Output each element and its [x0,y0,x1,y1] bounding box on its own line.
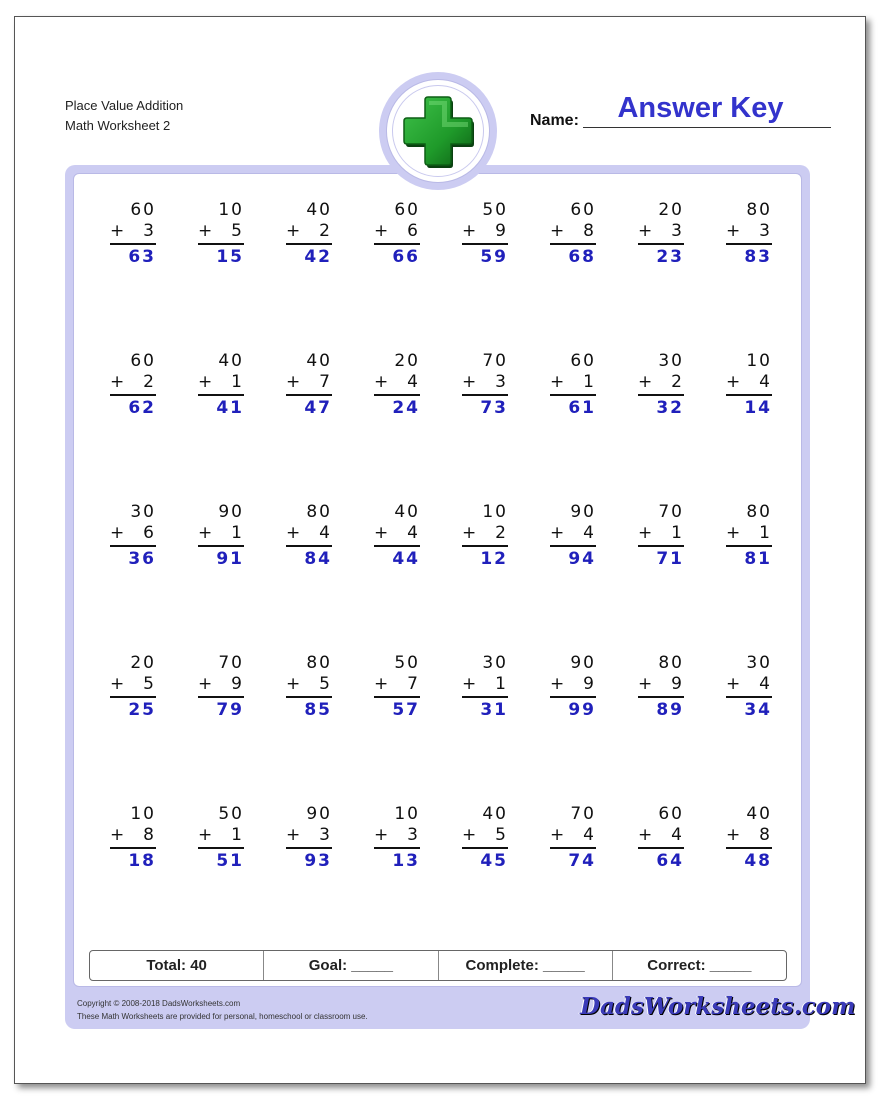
addend-bottom: 4 [759,674,772,694]
sum-line [374,545,420,547]
sum-line [726,847,772,849]
answer: 36 [128,549,156,569]
sum-line [638,696,684,698]
addend-top: 60 [658,804,684,824]
addend-bottom: 1 [671,523,684,543]
addend-top: 40 [746,804,772,824]
score-summary [89,950,787,981]
addition-problem [286,502,332,570]
answer: 93 [304,851,332,871]
sum-line [286,243,332,245]
addend-bottom: 5 [231,221,244,241]
addend-top: 30 [658,351,684,371]
addend-bottom: 9 [495,221,508,241]
addend-bottom: 4 [319,523,332,543]
addend-bottom: 1 [583,372,596,392]
addition-problem [462,200,508,268]
addend-top: 70 [570,804,596,824]
plus-sign: + [550,523,567,543]
plus-sign: + [550,825,567,845]
answer: 45 [480,851,508,871]
answer: 47 [304,398,332,418]
plus-sign: + [638,674,655,694]
answer: 68 [568,247,596,267]
copyright-text: Copyright © 2008-2018 DadsWorksheets.com [77,999,241,1008]
addition-problem [462,804,508,872]
sum-line [550,696,596,698]
answer: 99 [568,700,596,720]
answer: 64 [656,851,684,871]
answer: 32 [656,398,684,418]
addend-top: 90 [218,502,244,522]
addend-bottom: 3 [143,221,156,241]
addition-problem [638,200,684,268]
answer: 74 [568,851,596,871]
plus-sign: + [726,523,743,543]
addition-problem [110,804,156,872]
plus-sign: + [550,372,567,392]
addend-top: 10 [746,351,772,371]
usage-notice: These Math Worksheets are provided for personal, homeschool or classroom use. [77,1012,368,1021]
answer: 48 [744,851,772,871]
answer: 42 [304,247,332,267]
sum-line [550,394,596,396]
addition-problem [110,200,156,268]
addend-bottom: 3 [319,825,332,845]
plus-sign: + [110,372,127,392]
plus-sign: + [374,372,391,392]
addend-bottom: 4 [671,825,684,845]
answer: 61 [568,398,596,418]
plus-sign: + [110,825,127,845]
addend-bottom: 4 [407,523,420,543]
name-label: Name: [530,112,579,129]
green-plus-icon [398,91,478,171]
sum-line [110,847,156,849]
sum-line [462,847,508,849]
answer: 81 [744,549,772,569]
sum-line [286,394,332,396]
sum-line [374,696,420,698]
plus-sign: + [198,221,215,241]
addend-top: 80 [746,502,772,522]
plus-sign: + [286,825,303,845]
addition-problem [462,653,508,721]
answer: 79 [216,700,244,720]
addend-top: 30 [482,653,508,673]
plus-sign: + [550,221,567,241]
addend-top: 50 [394,653,420,673]
addend-top: 40 [306,351,332,371]
sum-line [638,847,684,849]
addend-bottom: 9 [231,674,244,694]
answer: 71 [656,549,684,569]
addition-problem [550,653,596,721]
addition-problem [726,804,772,872]
addition-problem [198,200,244,268]
plus-sign: + [374,825,391,845]
answer: 57 [392,700,420,720]
addend-bottom: 6 [407,221,420,241]
addend-top: 40 [394,502,420,522]
sum-line [110,394,156,396]
addend-bottom: 1 [231,372,244,392]
addend-bottom: 4 [759,372,772,392]
addition-problem [198,351,244,419]
sum-line [462,545,508,547]
sum-line [198,847,244,849]
addend-top: 70 [218,653,244,673]
sum-line [462,394,508,396]
problem-area [73,173,802,987]
answer: 94 [568,549,596,569]
addend-bottom: 3 [759,221,772,241]
plus-sign: + [286,674,303,694]
addend-top: 30 [746,653,772,673]
plus-sign: + [726,372,743,392]
answer: 73 [480,398,508,418]
plus-sign: + [726,825,743,845]
sum-line [550,847,596,849]
sum-line [198,394,244,396]
addend-top: 40 [306,200,332,220]
sum-line [726,243,772,245]
plus-sign: + [198,523,215,543]
answer: 41 [216,398,244,418]
answer: 62 [128,398,156,418]
addend-bottom: 8 [583,221,596,241]
addition-problem [638,502,684,570]
plus-sign: + [638,523,655,543]
sum-line [550,243,596,245]
answer: 23 [656,247,684,267]
addition-problem [726,502,772,570]
addend-top: 40 [482,804,508,824]
sum-line [110,545,156,547]
addition-problem [286,804,332,872]
addend-top: 60 [570,351,596,371]
addend-top: 30 [130,502,156,522]
sum-line [726,696,772,698]
addition-problem [374,804,420,872]
addend-top: 90 [570,502,596,522]
plus-sign: + [462,523,479,543]
sum-line [726,545,772,547]
sum-line [374,394,420,396]
plus-sign: + [374,221,391,241]
plus-sign: + [374,674,391,694]
addition-problem [110,653,156,721]
addend-bottom: 2 [143,372,156,392]
answer-key-text: Answer Key [617,92,784,124]
addition-problem [550,502,596,570]
sum-line [638,394,684,396]
addend-top: 90 [306,804,332,824]
answer: 63 [128,247,156,267]
sum-line [198,696,244,698]
answer: 44 [392,549,420,569]
answer: 25 [128,700,156,720]
addition-problem [110,502,156,570]
addition-problem [110,351,156,419]
answer: 59 [480,247,508,267]
addend-bottom: 2 [319,221,332,241]
addition-problem [198,653,244,721]
addend-bottom: 8 [143,825,156,845]
addition-problem [726,653,772,721]
total-count: Total: 40 [90,951,264,980]
plus-sign: + [286,372,303,392]
worksheet-title: Place Value Addition [65,98,184,113]
addend-bottom: 2 [495,523,508,543]
plus-sign: + [286,221,303,241]
addend-top: 80 [746,200,772,220]
addition-problem [550,351,596,419]
sum-line [286,847,332,849]
addend-bottom: 7 [407,674,420,694]
addend-top: 20 [658,200,684,220]
sum-line [110,696,156,698]
addend-top: 80 [306,653,332,673]
addend-bottom: 6 [143,523,156,543]
answer: 66 [392,247,420,267]
addition-problem [462,502,508,570]
answer: 14 [744,398,772,418]
worksheet-page [14,16,866,1084]
addition-problem [286,653,332,721]
sum-line [462,243,508,245]
addend-bottom: 8 [759,825,772,845]
addition-problem [638,351,684,419]
addition-problem [374,351,420,419]
addend-bottom: 3 [671,221,684,241]
plus-sign: + [198,674,215,694]
addend-bottom: 2 [671,372,684,392]
sum-line [110,243,156,245]
addition-problem [286,200,332,268]
addend-top: 10 [218,200,244,220]
addend-top: 60 [130,351,156,371]
worksheet-subtitle: Math Worksheet 2 [65,118,171,133]
addend-bottom: 5 [143,674,156,694]
addition-problem [726,351,772,419]
answer: 34 [744,700,772,720]
addend-top: 60 [394,200,420,220]
addend-top: 20 [394,351,420,371]
addend-bottom: 4 [583,523,596,543]
answer: 91 [216,549,244,569]
addend-bottom: 3 [495,372,508,392]
addend-top: 90 [570,653,596,673]
addition-problem [374,200,420,268]
plus-sign: + [638,221,655,241]
addition-problem [374,653,420,721]
plus-sign: + [198,372,215,392]
addition-problem [638,804,684,872]
sum-line [198,243,244,245]
plus-sign: + [110,221,127,241]
correct-field: Correct: _____ [647,957,752,974]
answer: 13 [392,851,420,871]
addend-bottom: 9 [671,674,684,694]
addend-top: 10 [482,502,508,522]
plus-sign: + [726,221,743,241]
addend-top: 40 [218,351,244,371]
goal-field: Goal: _____ [264,951,438,980]
sum-line [726,394,772,396]
sum-line [550,545,596,547]
answer: 15 [216,247,244,267]
sum-line [198,545,244,547]
addend-bottom: 1 [495,674,508,694]
addend-top: 70 [482,351,508,371]
plus-sign: + [462,372,479,392]
answer: 12 [480,549,508,569]
plus-sign: + [638,825,655,845]
name-line [583,127,831,128]
addend-bottom: 4 [407,372,420,392]
plus-sign: + [286,523,303,543]
addend-top: 10 [394,804,420,824]
sum-line [374,847,420,849]
addend-top: 80 [306,502,332,522]
plus-sign: + [726,674,743,694]
complete-field: Complete: _____ [439,951,613,980]
sum-line [286,545,332,547]
plus-sign: + [462,221,479,241]
plus-sign: + [110,523,127,543]
plus-sign: + [462,674,479,694]
plus-sign: + [550,674,567,694]
plus-sign: + [110,674,127,694]
addition-problem [286,351,332,419]
addition-problem [198,502,244,570]
plus-sign: + [638,372,655,392]
plus-sign: + [462,825,479,845]
addend-bottom: 3 [407,825,420,845]
plus-sign: + [198,825,215,845]
addend-top: 60 [130,200,156,220]
addition-problem [638,653,684,721]
addition-problem [462,351,508,419]
answer: 24 [392,398,420,418]
logo-badge [379,72,497,190]
addend-bottom: 4 [583,825,596,845]
addend-bottom: 9 [583,674,596,694]
sum-line [638,243,684,245]
answer: 85 [304,700,332,720]
sum-line [638,545,684,547]
addition-problem [550,200,596,268]
sum-line [374,243,420,245]
brand-logo-text: DadsWorksheets.com [580,993,856,1020]
addend-bottom: 5 [319,674,332,694]
addend-bottom: 1 [231,523,244,543]
addend-top: 60 [570,200,596,220]
addend-top: 10 [130,804,156,824]
addend-top: 50 [482,200,508,220]
addend-bottom: 5 [495,825,508,845]
addend-top: 80 [658,653,684,673]
sum-line [462,696,508,698]
addend-top: 50 [218,804,244,824]
addend-top: 20 [130,653,156,673]
answer: 84 [304,549,332,569]
addition-problem [198,804,244,872]
answer: 89 [656,700,684,720]
answer: 83 [744,247,772,267]
addend-top: 70 [658,502,684,522]
addition-problem [550,804,596,872]
addend-bottom: 1 [759,523,772,543]
addend-bottom: 1 [231,825,244,845]
answer: 31 [480,700,508,720]
sum-line [286,696,332,698]
problem-frame [65,165,810,1029]
answer: 18 [128,851,156,871]
answer: 51 [216,851,244,871]
plus-sign: + [374,523,391,543]
addend-bottom: 7 [319,372,332,392]
addition-problem [726,200,772,268]
addition-problem [374,502,420,570]
